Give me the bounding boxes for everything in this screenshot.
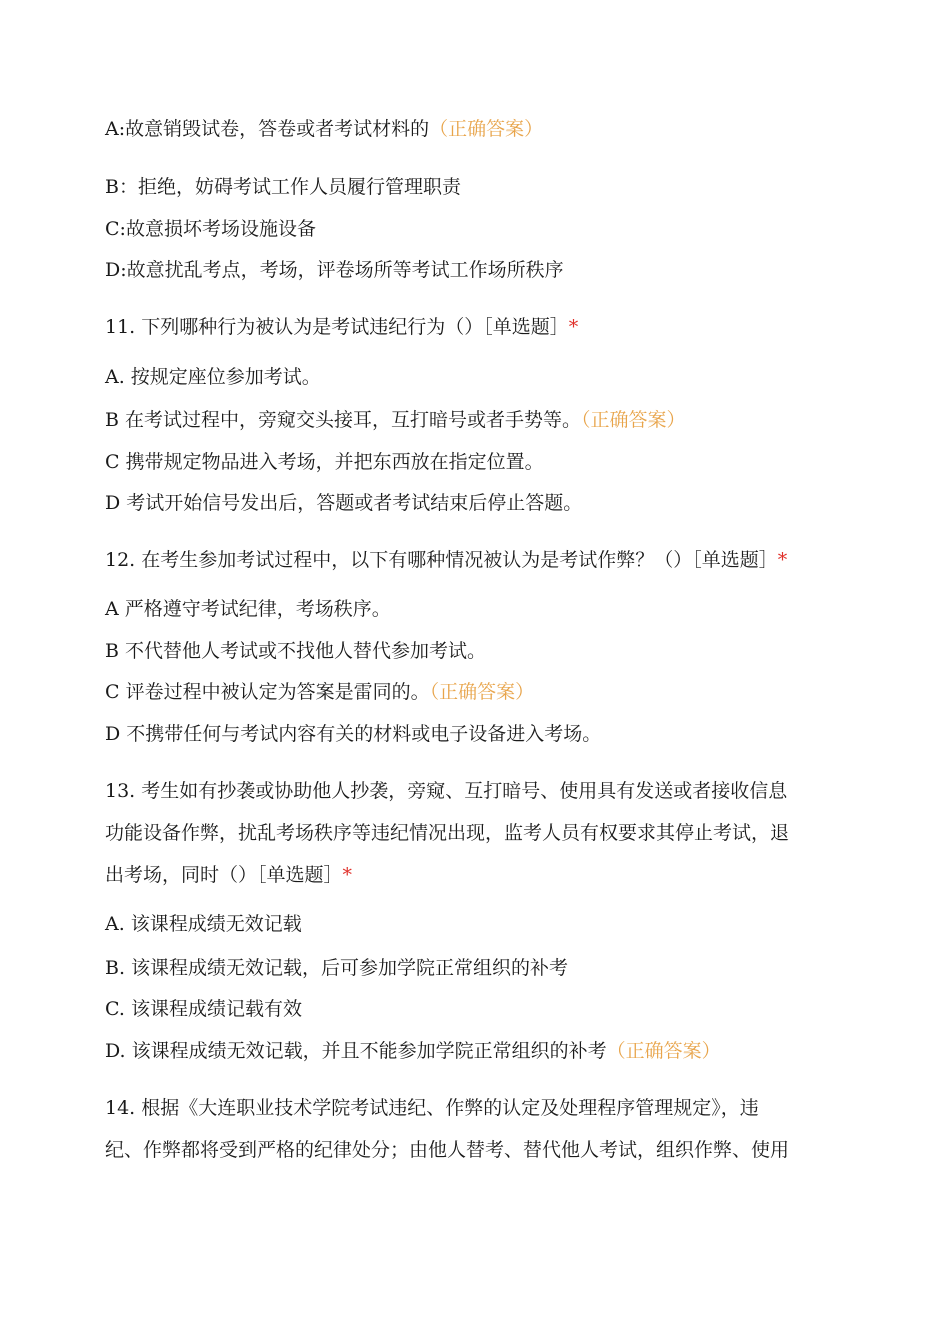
option-d-q11: D 考试开始信号发出后，答题或者考试结束后停止答题。	[105, 492, 583, 514]
question-13-line-2: 功能设备作弊，扰乱考场秩序等违纪情况出现，监考人员有权要求其停止考试，退	[105, 822, 790, 844]
question-14-line-2: 纪、作弊都将受到严格的纪律处分；由他人替考、替代他人考试，组织作弊、使用	[105, 1139, 790, 1161]
option-b-q12: B 不代替他人考试或不找他人替代参加考试。	[105, 640, 487, 662]
option-a-q13: A. 该课程成绩无效记载	[105, 913, 302, 935]
required-marker: *	[342, 864, 353, 886]
question-13-line-3: 出考场，同时（）［单选题］*	[105, 864, 353, 886]
option-d-q13: D. 该课程成绩无效记载，并且不能参加学院正常组织的补考（正确答案）	[105, 1040, 721, 1062]
option-b-q11: B 在考试过程中，旁窥交头接耳，互打暗号或者手势等。（正确答案）	[105, 409, 686, 431]
option-a-q10: A:故意销毁试卷，答卷或者考试材料的（正确答案）	[105, 118, 544, 140]
required-marker: *	[777, 549, 788, 571]
question-14-line-1: 14. 根据《大连职业技术学院考试违纪、作弊的认定及处理程序管理规定》，违	[105, 1097, 759, 1119]
option-d-q10: D:故意扰乱考点，考场，评卷场所等考试工作场所秩序	[105, 259, 564, 281]
option-c-q12: C 评卷过程中被认定为答案是雷同的。（正确答案）	[105, 681, 535, 703]
option-c-q10: C:故意损坏考场设施设备	[105, 218, 316, 240]
required-marker: *	[568, 316, 579, 338]
correct-answer-tag: （正确答案）	[429, 681, 535, 703]
option-c-q11: C 携带规定物品进入考场，并把东西放在指定位置。	[105, 451, 544, 473]
option-a-q12: A 严格遵守考试纪律，考场秩序。	[105, 598, 391, 620]
correct-answer-tag: （正确答案）	[581, 409, 686, 431]
question-13-line-1: 13. 考生如有抄袭或协助他人抄袭，旁窥、互打暗号、使用具有发送或者接收信息	[105, 780, 788, 802]
correct-answer-tag: （正确答案）	[429, 118, 544, 140]
option-b-q10: B：拒绝，妨碍考试工作人员履行管理职责	[105, 176, 461, 198]
question-12: 12. 在考生参加考试过程中，以下有哪种情况被认为是考试作弊？（）［单选题］*	[105, 549, 788, 571]
option-d-q12: D 不携带任何与考试内容有关的材料或电子设备进入考场。	[105, 723, 602, 745]
question-11: 11. 下列哪种行为被认为是考试违纪行为（）［单选题］*	[105, 316, 579, 338]
option-c-q13: C. 该课程成绩记载有效	[105, 998, 302, 1020]
correct-answer-tag: （正确答案）	[606, 1040, 721, 1062]
option-a-q11: A. 按规定座位参加考试。	[105, 366, 321, 388]
option-b-q13: B. 该课程成绩无效记载，后可参加学院正常组织的补考	[105, 957, 569, 979]
